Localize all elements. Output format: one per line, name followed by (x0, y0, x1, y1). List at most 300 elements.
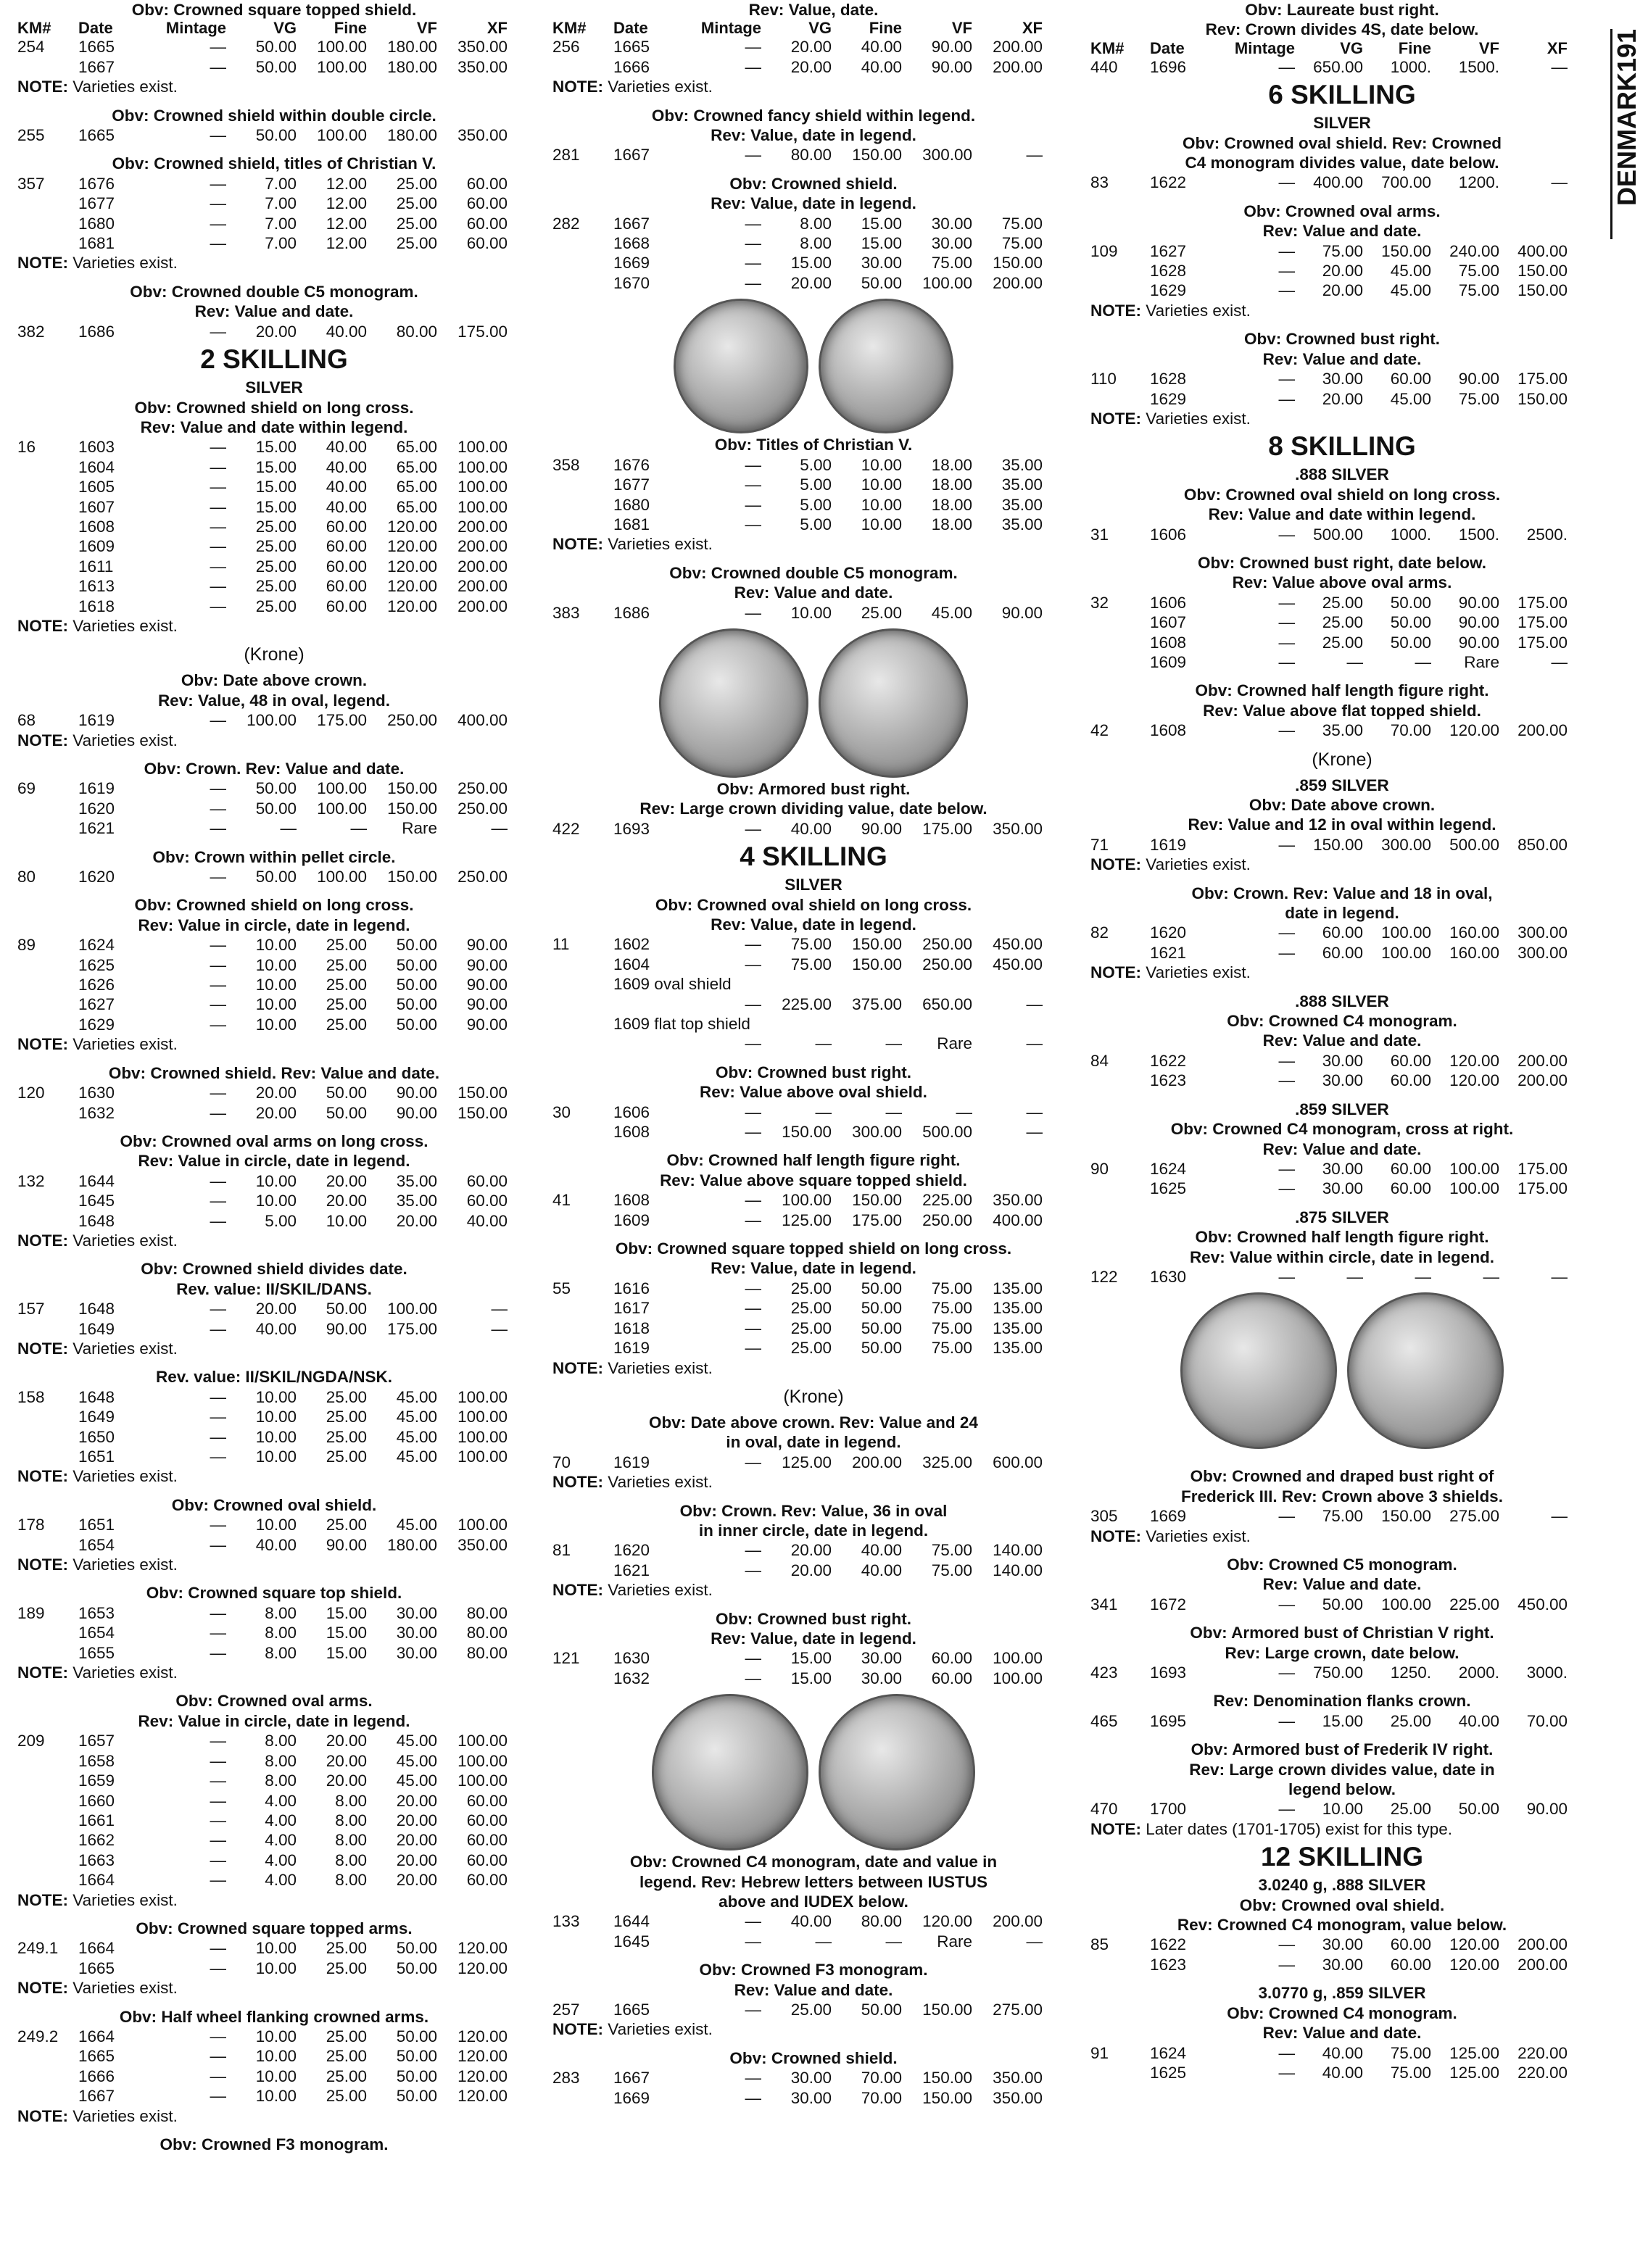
mintage-cell: — (1278, 613, 1295, 632)
price-row (1090, 835, 1594, 855)
date-cell: 1628 (1150, 370, 1187, 389)
price-row (552, 2088, 1074, 2108)
date-cell: 1619 (613, 1453, 650, 1471)
date-cell: 1619 (78, 711, 115, 730)
note-label: NOTE: (17, 616, 68, 635)
price-row (552, 2068, 1074, 2088)
metal-spec: .888 SILVER (1295, 992, 1389, 1010)
grade-value: 40.00 (790, 1912, 832, 1931)
mintage-cell: — (1278, 1507, 1295, 1526)
price-row (552, 1279, 1074, 1298)
grade-value: 15.00 (255, 478, 297, 497)
grade-value: 200.00 (993, 1912, 1043, 1931)
km-number (17, 517, 78, 536)
note-line (1090, 855, 1594, 874)
grade-value: 150.00 (852, 955, 902, 973)
date-cell: 1619 (1150, 835, 1187, 854)
grade-value: — (1026, 1034, 1043, 1053)
column-header-fine: Fine (1398, 38, 1431, 57)
grade-value: 20.00 (790, 57, 832, 76)
krone-subheading: (Krone) (244, 644, 305, 665)
entry-heading: Rev: Value and date. (734, 583, 893, 602)
grade-value: 40.00 (326, 497, 367, 516)
grade-value: 50.00 (396, 1015, 437, 1034)
grade-value: 150.00 (1517, 262, 1568, 281)
grade-value: — (1551, 173, 1568, 192)
km-number (17, 1751, 78, 1771)
mintage-cell: — (210, 214, 226, 233)
grade-value: 2000. (1458, 1663, 1499, 1682)
note-label: NOTE: (17, 1555, 68, 1574)
grade-value: 15.00 (861, 214, 902, 233)
grade-value: 60.00 (466, 234, 508, 253)
grade-value: 75.00 (1322, 1507, 1363, 1526)
date-cell: 1676 (78, 174, 115, 193)
grade-value: 45.00 (396, 1427, 437, 1446)
grade-value: 45.00 (1390, 389, 1431, 408)
date-cell: 1669 (613, 254, 650, 273)
grade-value: 10.00 (255, 1171, 297, 1190)
grade-value: 250.00 (922, 1210, 972, 1229)
grade-value: 180.00 (387, 57, 437, 76)
mintage-cell: — (210, 1447, 226, 1466)
grade-value: 18.00 (931, 495, 972, 514)
entry-heading: Obv: Crowned fancy shield within legend. (651, 106, 976, 125)
date-cell: 1663 (78, 1850, 115, 1869)
grade-value: 75.00 (1458, 281, 1499, 300)
km-number: 423 (1090, 1663, 1118, 1682)
mintage-cell: — (745, 1453, 761, 1471)
note-line (552, 1580, 1074, 1600)
grade-value: 50.00 (255, 799, 297, 818)
grade-value: 50.00 (396, 995, 437, 1014)
grade-value: 90.00 (1526, 1800, 1568, 1819)
mintage-cell: — (745, 2001, 761, 2019)
mintage-cell: — (210, 1211, 226, 1230)
grade-value: 90.00 (861, 819, 902, 838)
grade-value: 25.00 (861, 603, 902, 622)
date-cell: 1660 (78, 1791, 115, 1810)
entry-heading: legend below. (1288, 1780, 1396, 1799)
grade-value: 50.00 (396, 2087, 437, 2106)
grade-value: 20.00 (1322, 262, 1363, 281)
mintage-cell: — (210, 1871, 226, 1890)
grade-value: 45.00 (396, 1751, 437, 1770)
grade-value: 700.00 (1381, 173, 1431, 192)
grade-value: 100.00 (457, 438, 508, 457)
km-number: 283 (552, 2069, 580, 2088)
note-line (552, 1472, 1074, 1492)
grade-value: 120.00 (457, 2027, 508, 2045)
column-header-vf: VF (416, 19, 437, 38)
entry-heading: Obv: Armored bust of Frederik IV right. (1191, 1740, 1494, 1759)
mintage-cell: — (210, 819, 226, 838)
entry-heading: above and IUDEX below. (719, 1893, 908, 1911)
price-row (17, 975, 531, 994)
date-cell: 1624 (78, 936, 115, 955)
grade-value: 160.00 (1449, 923, 1499, 942)
grade-value: 125.00 (782, 1210, 832, 1229)
km-number (17, 1623, 78, 1642)
mintage-cell: — (745, 955, 761, 973)
mintage-cell: — (210, 194, 226, 213)
date-cell: 1665 (78, 2047, 115, 2066)
grade-value: 125.00 (1449, 2063, 1499, 2082)
date-cell: 1665 (613, 38, 650, 57)
price-row (552, 1648, 1074, 1668)
grade-value: 225.00 (922, 1191, 972, 1210)
grade-value: 60.00 (466, 1871, 508, 1890)
grade-value: 120.00 (1449, 1935, 1499, 1954)
price-row (552, 1014, 1074, 1034)
km-number: 256 (552, 38, 580, 57)
entry-heading: Rev. value: II/SKIL/NGDA/NSK. (156, 1368, 392, 1387)
entry-heading: Rev: Value and 12 in oval within legend. (1188, 815, 1496, 834)
km-number: 90 (1090, 1159, 1109, 1178)
price-row (1090, 241, 1594, 261)
mintage-cell: — (1278, 633, 1295, 652)
mintage-cell: — (210, 1791, 226, 1810)
date-cell: 1696 (1150, 57, 1187, 76)
note-text: Varieties exist. (73, 1979, 178, 1998)
mintage-cell: — (745, 515, 761, 533)
spacer (552, 165, 1074, 174)
grade-value: 10.00 (255, 1015, 297, 1034)
date-cell: 1649 (78, 1408, 115, 1426)
date-cell: 1676 (613, 455, 650, 474)
mintage-cell: — (210, 955, 226, 974)
metal-spec: SILVER (1313, 114, 1371, 133)
grade-value: 450.00 (993, 955, 1043, 973)
sidebar-label (1606, 29, 1648, 239)
price-row (552, 233, 1074, 253)
grade-value: 10.00 (255, 1408, 297, 1426)
grade-value: 200.00 (1517, 1955, 1568, 1974)
date-cell: 1618 (78, 597, 115, 615)
price-row (1090, 1159, 1594, 1179)
price-row (17, 1211, 531, 1231)
price-row (17, 1958, 531, 1978)
grade-value: 150.00 (993, 254, 1043, 273)
entry-heading: Obv: Crown within pellet circle. (152, 847, 396, 866)
entry-heading: Rev: Value and date. (1262, 222, 1422, 241)
entry-heading: Rev: Value, date in legend. (711, 126, 916, 145)
grade-value: — (1026, 1123, 1043, 1142)
grade-value: 12.00 (326, 214, 367, 233)
note-label: NOTE: (1090, 1526, 1141, 1545)
price-row (17, 1427, 531, 1447)
grade-value: 25.00 (790, 1318, 832, 1337)
grade-value: 175.00 (1517, 370, 1568, 389)
spacer (552, 2040, 1074, 2048)
date-cell: 1630 (613, 1649, 650, 1668)
entry-heading: Rev: Value and date. (1262, 1031, 1422, 1050)
price-row (17, 1015, 531, 1034)
mintage-cell: — (745, 1191, 761, 1210)
entry-heading: Obv: Crowned shield. (729, 174, 898, 193)
grade-value: 15.00 (790, 1669, 832, 1687)
entry-heading: Obv: Crowned C4 monogram. (1227, 1012, 1457, 1031)
km-number (552, 1122, 613, 1142)
grade-value: 10.00 (255, 1939, 297, 1958)
grade-value: 140.00 (993, 1541, 1043, 1560)
price-row (1090, 261, 1594, 281)
mintage-cell: — (745, 935, 761, 954)
spacer (1090, 1091, 1594, 1100)
grade-value: 45.00 (396, 1447, 437, 1466)
price-row (17, 2046, 531, 2066)
note-text: Varieties exist. (1146, 301, 1251, 320)
entry-heading: Rev: Value above flat topped shield. (1203, 701, 1481, 720)
entry-heading: Rev: Value above oval arms. (1232, 573, 1452, 592)
entry-heading: Rev: Value and date. (1262, 1575, 1422, 1594)
date-cell: 1644 (78, 1171, 115, 1190)
grade-value: 25.00 (326, 2087, 367, 2106)
mintage-cell: — (745, 1102, 761, 1121)
grade-value: 75.00 (1390, 2063, 1431, 2082)
note-line (552, 1358, 1074, 1378)
grade-value: 200.00 (993, 38, 1043, 57)
mintage-cell: — (745, 1912, 761, 1931)
mintage-cell: — (745, 234, 761, 253)
grade-value: 10.00 (1322, 1800, 1363, 1819)
grade-value: 50.00 (396, 1939, 437, 1958)
entry-heading: in oval, date in legend. (726, 1433, 901, 1452)
km-number (552, 475, 613, 494)
date-cell: 1622 (1150, 1935, 1187, 1954)
km-number: 31 (1090, 525, 1109, 544)
grade-value: 350.00 (993, 819, 1043, 838)
mintage-cell: — (210, 2066, 226, 2085)
grade-value: 20.00 (790, 1561, 832, 1579)
date-cell: 1625 (78, 955, 115, 974)
mintage-cell: — (745, 254, 761, 273)
km-number (17, 1771, 78, 1790)
metal-spec: .859 SILVER (1295, 776, 1389, 794)
spacer (17, 750, 531, 759)
grade-value: 100.00 (457, 1516, 508, 1534)
grade-value: 10.00 (255, 1447, 297, 1466)
grade-value: 60.00 (1322, 943, 1363, 962)
grade-value: 35.00 (396, 1171, 437, 1190)
grade-value: — (350, 819, 367, 838)
price-row (17, 576, 531, 596)
km-number (552, 1338, 613, 1358)
grade-value: 150.00 (1381, 1507, 1431, 1526)
km-number (552, 1561, 613, 1580)
grade-value: 100.00 (457, 1732, 508, 1750)
price-row (17, 1830, 531, 1850)
grade-value: 325.00 (922, 1453, 972, 1471)
grade-value: 70.00 (1526, 1711, 1568, 1730)
grade-value: 40.00 (255, 1535, 297, 1554)
date-cell: 1657 (78, 1732, 115, 1750)
km-number: 110 (1090, 370, 1117, 389)
note-line (17, 731, 531, 750)
km-number: 80 (17, 868, 36, 886)
km-number (552, 1932, 613, 1951)
grade-value: 375.00 (852, 994, 902, 1013)
date-cell: 1669 (613, 2088, 650, 2107)
mintage-cell: — (210, 1751, 226, 1770)
price-row (17, 1850, 531, 1870)
grade-value: 100.00 (317, 57, 367, 76)
column-right (1090, 0, 1594, 2082)
price-row (17, 1535, 531, 1555)
grade-value: 50.00 (1390, 613, 1431, 632)
mintage-cell: — (745, 1279, 761, 1297)
date-cell: 1620 (78, 868, 115, 886)
grade-value: 100.00 (317, 779, 367, 798)
coin-reverse (819, 628, 968, 778)
grade-value: 100.00 (457, 457, 508, 476)
mintage-cell: — (745, 994, 761, 1013)
grade-value: 90.00 (466, 1015, 508, 1034)
grade-value: 60.00 (326, 577, 367, 596)
column-header-km: KM# (17, 19, 51, 38)
note-label: NOTE: (1090, 963, 1141, 982)
grade-value: 25.00 (255, 597, 297, 615)
km-number: 83 (1090, 173, 1109, 192)
grade-value: 35.00 (1322, 721, 1363, 740)
grade-value: 45.00 (1390, 281, 1431, 300)
entry-heading: Obv: Crowned C5 monogram. (1227, 1555, 1457, 1574)
date-cell: 1654 (78, 1535, 115, 1554)
grade-value: 50.00 (326, 1084, 367, 1102)
grade-value: 20.00 (396, 1871, 437, 1890)
grade-value: 20.00 (1322, 281, 1363, 300)
date-cell: 1700 (1150, 1800, 1187, 1819)
grade-value: 40.00 (326, 457, 367, 476)
grade-value: 220.00 (1517, 2063, 1568, 2082)
entry-heading: Obv: Crowned C4 monogram, date and value in (629, 1853, 998, 1872)
grade-value: 120.00 (457, 2066, 508, 2085)
grade-value: 90.00 (396, 1084, 437, 1102)
entry-heading: Obv: Crowned oval arms on long cross. (120, 1131, 428, 1150)
grade-value: 25.00 (326, 976, 367, 994)
note-label: NOTE: (1090, 1819, 1141, 1838)
column-header-row (17, 20, 531, 37)
mintage-cell: — (745, 273, 761, 292)
grade-value: 10.00 (255, 936, 297, 955)
coin-obverse (1180, 1292, 1337, 1449)
date-cell: 1669 (1150, 1507, 1187, 1526)
price-row (17, 477, 531, 497)
km-number (17, 214, 78, 233)
grade-value: 90.00 (1458, 633, 1499, 652)
note-label: NOTE: (17, 1663, 68, 1682)
grade-value: 75.00 (790, 935, 832, 954)
mintage-cell: — (210, 126, 226, 145)
grade-value: 30.00 (1322, 1071, 1363, 1090)
grade-value: 225.00 (782, 994, 832, 1013)
km-number (17, 1850, 78, 1870)
coin-photo-armored-bust (552, 628, 1074, 773)
mintage-cell: — (745, 1649, 761, 1668)
grade-value: 8.00 (265, 1771, 297, 1790)
price-row (552, 819, 1074, 839)
price-row (1090, 1071, 1594, 1090)
grade-value: 25.00 (255, 577, 297, 596)
km-number: 122 (1090, 1267, 1118, 1286)
grade-value: 120.00 (922, 1912, 972, 1931)
km-number (552, 1014, 613, 1034)
grade-value: 90.00 (931, 57, 972, 76)
price-row (552, 455, 1074, 475)
km-number: 132 (17, 1171, 45, 1190)
grade-value: 90.00 (1458, 613, 1499, 632)
grade-value: 125.00 (1449, 2043, 1499, 2062)
grade-value: 15.00 (255, 457, 297, 476)
km-number (1090, 612, 1150, 632)
km-number (552, 974, 613, 994)
grade-value: 50.00 (396, 1958, 437, 1977)
mintage-cell: — (210, 597, 226, 615)
price-row (17, 955, 531, 975)
note-text: Varieties exist. (1146, 855, 1251, 874)
grade-value: 100.00 (387, 1300, 437, 1318)
grade-value: 200.00 (852, 1453, 902, 1471)
grade-value: 8.00 (265, 1603, 297, 1622)
grade-value: 75.00 (1458, 389, 1499, 408)
price-row (1090, 633, 1594, 652)
grade-value: 30.00 (396, 1603, 437, 1622)
grade-value: 120.00 (387, 517, 437, 536)
grade-value: 4.00 (265, 1791, 297, 1810)
grade-value: 50.00 (396, 955, 437, 974)
km-number (1090, 943, 1150, 963)
date-cell: 1686 (78, 322, 115, 341)
date-cell: 1655 (78, 1643, 115, 1662)
grade-value: 175.00 (1517, 1159, 1568, 1178)
spacer (552, 1492, 1074, 1501)
spacer (1090, 875, 1594, 884)
date-cell: 1693 (613, 819, 650, 838)
grade-value: 10.00 (255, 1958, 297, 1977)
grade-value: 75.00 (1001, 234, 1043, 253)
note-label: NOTE: (17, 1890, 68, 1909)
note-label: NOTE: (17, 78, 68, 96)
metal-spec: .888 SILVER (1295, 465, 1389, 484)
entry-heading: Rev: Value above square topped shield. (660, 1171, 967, 1189)
spacer (17, 1910, 531, 1919)
grade-value: 180.00 (387, 1535, 437, 1554)
section-title: 4 SKILLING (740, 842, 887, 872)
date-cell: 1628 (1150, 262, 1187, 281)
grade-value: 120.00 (387, 577, 437, 596)
coin-photo-2-skilling-shield (552, 299, 1074, 429)
spacer (1090, 672, 1594, 681)
grade-value: 75.00 (931, 1318, 972, 1337)
entry-heading: Obv: Crowned shield, titles of Christian V. (112, 154, 436, 173)
date-cell: 1693 (1150, 1663, 1187, 1682)
note-label: NOTE: (552, 1473, 603, 1492)
grade-value: 70.00 (861, 2069, 902, 2088)
grade-value: 20.00 (396, 1811, 437, 1829)
date-cell: 1667 (613, 146, 650, 165)
grade-value: 50.00 (396, 2027, 437, 2045)
entry-heading: Obv: Crowned bust right. (716, 1609, 911, 1628)
date-cell: 1608 (1150, 633, 1187, 652)
grade-value: — (885, 1932, 902, 1951)
grade-value: 250.00 (922, 935, 972, 954)
entry-heading: Obv: Crowned shield. Rev: Value and date. (108, 1063, 440, 1082)
grade-value: 225.00 (1449, 1595, 1499, 1613)
grade-value: 75.00 (1322, 241, 1363, 260)
note-line (1090, 1819, 1594, 1839)
mintage-cell: — (1278, 281, 1295, 300)
date-cell: 1616 (613, 1279, 650, 1297)
